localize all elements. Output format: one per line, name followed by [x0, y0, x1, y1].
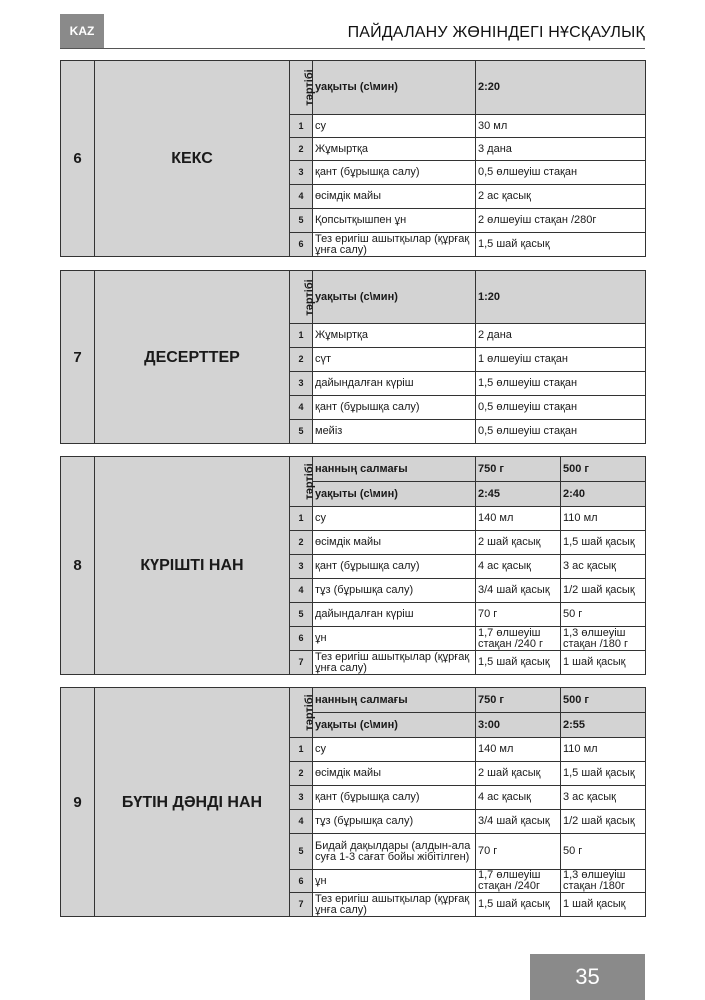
time-value: 1:20 [476, 271, 646, 324]
time-750: 2:45 [476, 482, 561, 507]
time-value: 2:20 [476, 61, 646, 115]
table-row: 7 Тез еригіш ашытқылар (құрғақ ұнға салу) 1,5 шай қасық 1 шай қасық [61, 651, 646, 675]
time-label: уақыты (с\мин) [313, 271, 476, 324]
time-500: 2:40 [561, 482, 646, 507]
language-tab: KAZ [60, 14, 104, 48]
document-title: ПАЙДАЛАНУ ЖӨНІНДЕГІ НҰСҚАУЛЫҚ [347, 24, 645, 41]
recipe-table-9 [60, 687, 646, 917]
table-row: 3 дайындалған күріш 1,5 өлшеуіш стақан [61, 372, 646, 396]
recipe-number: 8 [61, 457, 95, 675]
table-row: 1 Жұмыртқа 2 дана [61, 324, 646, 348]
recipe-name: ДЕСЕРТТЕР [95, 271, 290, 444]
recipe-name: КЕКС [95, 61, 290, 257]
order-header: тәртібі [290, 61, 313, 115]
table-row: 5 Бидай дақылдары (алдын-ала суға 1-3 сағат бойы жібітілген) 70 г 50 г [61, 834, 646, 870]
weight-label: нанның салмағы [313, 457, 476, 482]
weight-750: 750 г [476, 688, 561, 713]
order-header: тәртібі [290, 688, 313, 738]
table-row: 2 Жұмыртқа 3 дана [61, 138, 646, 161]
order-header: тәртібі [290, 271, 313, 324]
time-label: уақыты (с\мин) [313, 713, 476, 738]
weight-label: нанның салмағы [313, 688, 476, 713]
time-label: уақыты (с\мин) [313, 482, 476, 507]
recipe-number: 9 [61, 688, 95, 917]
table-row: 4 тұз (бұрышқа салу) 3/4 шай қасық 1/2 шай қасық [61, 810, 646, 834]
header-divider [60, 48, 645, 49]
table-row: 5 дайындалған күріш 70 г 50 г [61, 603, 646, 627]
recipe-number: 7 [61, 271, 95, 444]
table-row: 5 Қопсытқышпен ұн 2 өлшеуіш стақан /280г [61, 209, 646, 233]
recipe-table-6 [60, 60, 646, 257]
page-number: 35 [530, 954, 645, 1000]
table-row: 2 өсімдік майы 2 шай қасық 1,5 шай қасық [61, 531, 646, 555]
table-row: 4 өсімдік майы 2 ас қасық [61, 185, 646, 209]
table-row: 6 Тез еригіш ашытқылар (құрғақ ұнға салу) 1,5 шай қасық [61, 233, 646, 257]
recipe-table-7 [60, 270, 646, 444]
time-750: 3:00 [476, 713, 561, 738]
table-row: 3 қант (бұрышқа салу) 4 ас қасық 3 ас қасық [61, 555, 646, 579]
table-row: 5 мейіз 0,5 өлшеуіш стақан [61, 420, 646, 444]
weight-750: 750 г [476, 457, 561, 482]
table-row: 2 сүт 1 өлшеуіш стақан [61, 348, 646, 372]
table-row: 1 су 30 мл [61, 115, 646, 138]
weight-500: 500 г [561, 457, 646, 482]
table-row: 7 Тез еригіш ашытқылар (құрғақ ұнға салу) 1,5 шай қасық 1 шай қасық [61, 893, 646, 917]
table-row: 6 ұн 1,7 өлшеуіш стақан /240г 1,3 өлшеуіш стақан /180г [61, 870, 646, 893]
table-row: 1 су 140 мл 110 мл [61, 507, 646, 531]
table-row: 6 ұн 1,7 өлшеуіш стақан /240 г 1,3 өлшеуіш стақан /180 г [61, 627, 646, 651]
recipe-number: 6 [61, 61, 95, 257]
time-label: уақыты (с\мин) [313, 61, 476, 115]
table-row: 3 қант (бұрышқа салу) 0,5 өлшеуіш стақан [61, 161, 646, 185]
table-row: 1 су 140 мл 110 мл [61, 738, 646, 762]
table-row: 4 тұз (бұрышқа салу) 3/4 шай қасық 1/2 шай қасық [61, 579, 646, 603]
recipe-name: БҮТІН ДӘНДІ НАН [95, 688, 290, 917]
table-row: 3 қант (бұрышқа салу) 4 ас қасық 3 ас қасық [61, 786, 646, 810]
recipe-table-8 [60, 456, 646, 675]
time-500: 2:55 [561, 713, 646, 738]
weight-500: 500 г [561, 688, 646, 713]
order-header: тәртібі [290, 457, 313, 507]
table-row: 2 өсімдік майы 2 шай қасық 1,5 шай қасық [61, 762, 646, 786]
recipe-name: КҮРІШТІ НАН [95, 457, 290, 675]
table-row: 4 қант (бұрышқа салу) 0,5 өлшеуіш стақан [61, 396, 646, 420]
